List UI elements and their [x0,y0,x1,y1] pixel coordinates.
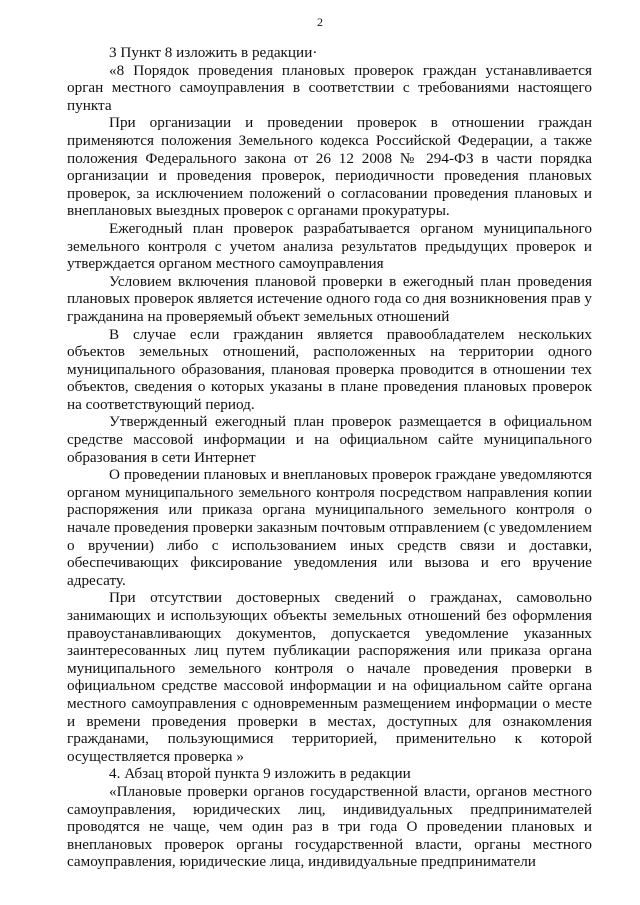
document-body [67,44,592,871]
paragraph-item-4: 4. Абзац второй пункта 9 изложить в редакции [109,765,411,783]
paragraph-plan-publication: Утвержденный ежегодный план проверок размещается в официальном средстве массовой информации и на официальном сайте муниципального образования в сети Интернет [67,413,592,466]
paragraph-planned-inspections-quote: «Плановые проверки органов государственной власти, органов местного самоуправления, юридических лиц, индивидуальных предпринимателей проводятся не чаще, чем один раз в три года О проведении плановых и внеплановых проверок органы государственной власти, органы местного самоуправления, юридические лица, индивидуальные предприниматели [67,782,592,871]
paragraph-no-reliable-info: При отсутствии достоверных сведений о гражданах, самовольно занимающих и использующих объекты земельных отношений без оформления правоустанавливающих документов, допускается уведомление указанных заинтересованных лиц путем публикации распоряжения или приказа органа муниципального земельного контроля о начале проведения проверки в официальном средстве массовой информации и на официальном сайте органа местного самоуправления с одновременным размещением информации о месте и времени проведения проверки в местах, доступных для ознакомления гражданами, пользующимися территорией, применительно к которой осуществляется проверка » [67,589,592,765]
paragraph-item-3: 3 Пункт 8 изложить в редакции· [109,44,318,61]
paragraph-organization: При организации и проведении проверок в отношении граждан применяются положения Земельного кодекса Российской Федерации, а также положения Федерального закона от 26 12 2008 № 294-ФЗ в части порядка организации и проведения проверок, периодичности проведения плановых проверок, за исключением положений о согласовании проведения плановых и внеплановых выездных проверок с органами прокуратуры. [67,114,592,220]
page-number: 2 [317,15,323,29]
paragraph-annual-plan: Ежегодный план проверок разрабатывается органом муниципального земельного контроля с учетом анализа результатов предыдущих проверок и утверждается органом местного самоуправления [67,219,592,273]
paragraph-inclusion-condition: Условием включения плановой проверки в ежегодный план проведения плановых проверок является истечение одного года со дня возникновения прав у гражданина на проверяемый объект земельных отношений [67,272,592,325]
paragraph-notification: О проведении плановых и внеплановых проверок граждане уведомляются органом муниципального земельного контроля посредством направления копии распоряжения или приказа органа муниципального земельного контроля о начале проведения проверки заказным почтовым отправлением (с уведомлением о вручении) либо с использованием иных средств связи и доставки, обеспечивающих фиксирование уведомления или вызова и его вручение адресату. [67,466,592,589]
paragraph-item-8-quote: «8 Порядок проведения плановых проверок граждан устанавливается орган местного самоуправления в соответствии с требованиями настоящего пункта [67,61,592,114]
paragraph-multiple-objects: В случае если гражданин является правообладателем нескольких объектов земельных отношений, расположенных на территории одного муниципального образования, плановая проверка проводится в отношении тех объектов, сведения о которых указаны в плане проведения плановых проверок на соответствующий период. [67,325,592,413]
